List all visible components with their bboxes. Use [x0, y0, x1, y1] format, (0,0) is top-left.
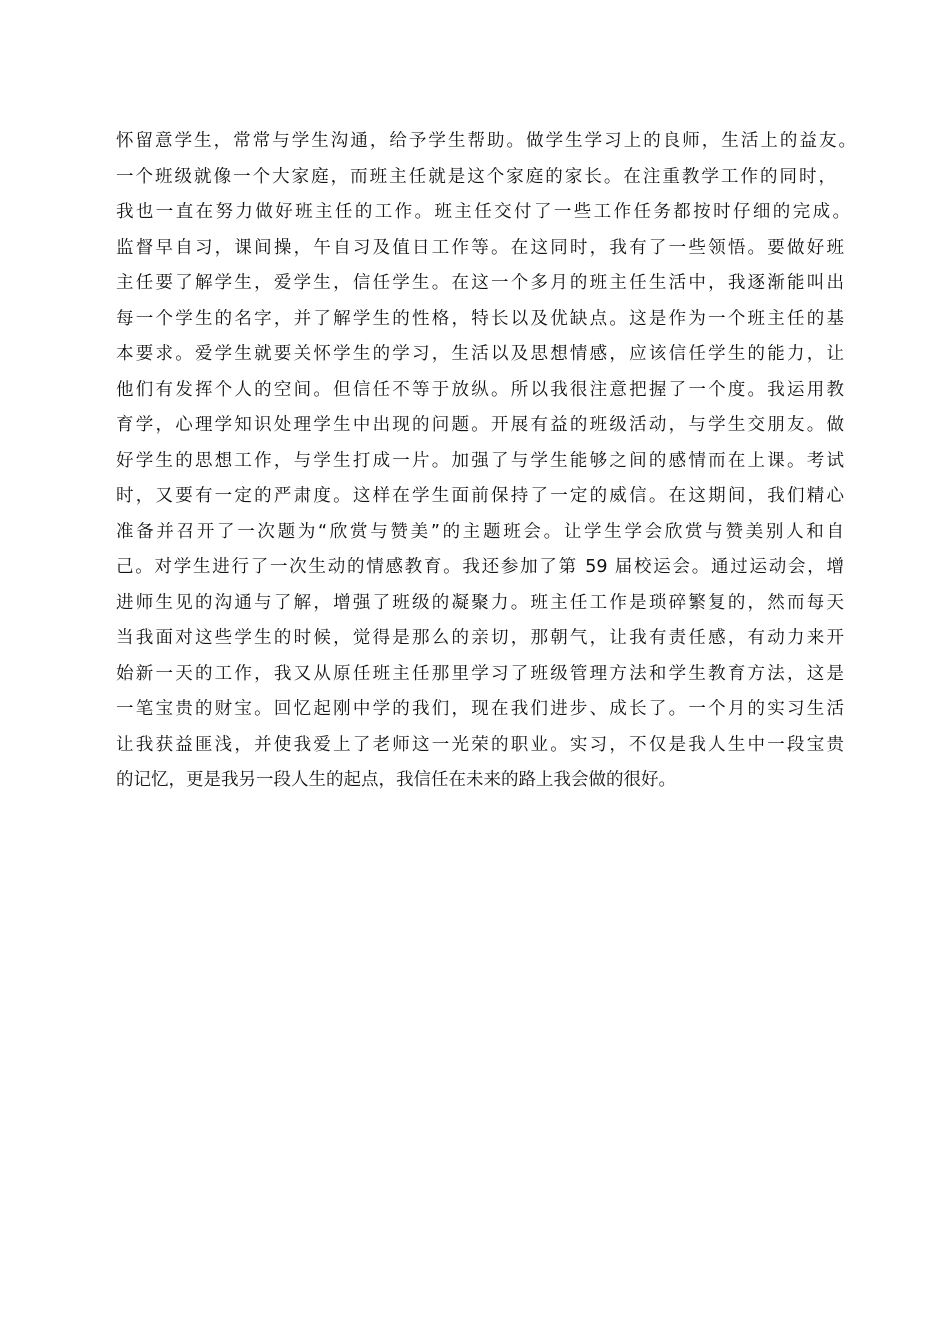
text-line: 一笔宝贵的财宝。回忆起刚中学的我们，现在我们进步、成长了。一个月的实习生活	[116, 699, 844, 719]
text-line: 我也一直在努力做好班主任的工作。班主任交付了一些工作任务都按时仔细的完成。	[116, 202, 850, 222]
text-line: 主任要了解学生，爱学生，信任学生。在这一个多月的班主任生活中，我逐渐能叫出	[116, 273, 844, 293]
text-line: 进师生见的沟通与了解，增强了班级的凝聚力。班主任工作是琐碎繁复的，然而每天	[116, 592, 844, 613]
text-line: 好学生的思想工作，与学生打成一片。加强了与学生能够之间的感情而在上课。考试	[116, 450, 844, 471]
text-line: 让我获益匪浅，并使我爱上了老师这一光荣的职业。实习，不仅是我人生中一段宝贵	[116, 734, 844, 755]
text-line: 每一个学生的名字，并了解学生的性格，特长以及优缺点。这是作为一个班主任的基	[116, 308, 844, 329]
text-line: 准备并召开了一次题为“欣赏与赞美”的主题班会。让学生学会欣赏与赞美别人和自	[116, 521, 844, 542]
text-line: 本要求。爱学生就要关怀学生的学习，生活以及思想情感，应该信任学生的能力，让	[116, 344, 844, 364]
text-line: 一个班级就像一个大家庭，而班主任就是这个家庭的家长。在注重教学工作的同时，	[116, 166, 836, 187]
text-line: 始新一天的工作，我又从原任班主任那里学习了班级管理方法和学生教育方法，这是	[116, 663, 844, 684]
text-line: 他们有发挥个人的空间。但信任不等于放纵。所以我很注意把握了一个度。我运用教	[116, 379, 844, 400]
body-paragraph	[116, 124, 856, 799]
text-line: 的记忆，更是我另一段人生的起点，我信任在未来的路上我会做的很好。	[116, 770, 676, 790]
text-line: 怀留意学生，常常与学生沟通，给予学生帮助。做学生学习上的良师，生活上的益友。	[116, 131, 856, 151]
text-line: 己。对学生进行了一次生动的情感教育。我还参加了第 59 届校运会。通过运动会，增	[116, 557, 844, 577]
text-line: 当我面对这些学生的时候，觉得是那么的亲切，那朝气，让我有责任感，有动力来开	[116, 628, 844, 648]
text-line: 时，又要有一定的严肃度。这样在学生面前保持了一定的威信。在这期间，我们精心	[116, 486, 844, 506]
text-line: 育学，心理学知识处理学生中出现的问题。开展有益的班级活动，与学生交朋友。做	[116, 415, 844, 435]
text-line: 监督早自习，课间操，午自习及值日工作等。在这同时，我有了一些领悟。要做好班	[116, 237, 844, 258]
